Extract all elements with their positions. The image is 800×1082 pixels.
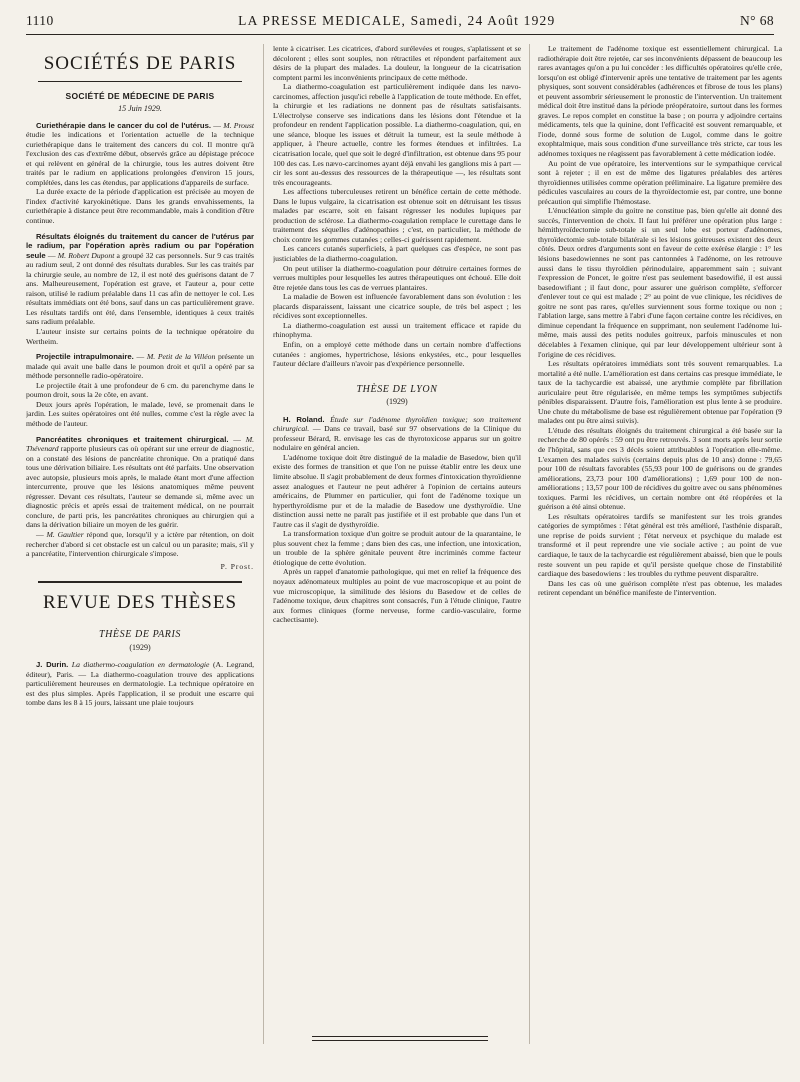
paragraph: L'auteur insiste sur certains points de la technique opératoire du Wertheim.	[26, 327, 254, 346]
review-author: J. Durin.	[36, 660, 69, 670]
article-author: M. Thévenard	[26, 434, 254, 454]
column-divider	[529, 44, 530, 1044]
article-projectile: Projectile intrapulmonaire. — M. Petit de la Villéon présente un malade qui avait une balle dans le poumon droit et qu'il a opéré par sa méthode personnelle radio-opératoire.	[26, 352, 254, 381]
end-rule	[312, 1036, 488, 1037]
paragraph: Le projectile était à une profondeur de 6 cm. du parenchyme dans le poumon droit, sous la 2e côte, en avant.	[26, 380, 254, 400]
column-divider	[263, 44, 264, 1044]
issue-number: N° 68	[739, 13, 774, 28]
section-title-societes: SOCIÉTÉS DE PARIS	[38, 44, 242, 82]
paragraph: On peut utiliser la diathermo-coagulation pour détruire certaines formes de verrues multiples pour lesquelles les autres thérapeutiques ont échoué. Elle doit être rejetée dans tous les cas de verrues plantaires.	[273, 263, 521, 292]
article-resultats-cancer: Résultats éloignés du traitement du cancer de l'utérus par le radium, par l'opération après radium ou par l'opération seule — M. Robert Dupont a groupé 32 cas personnels. Sur 9 cas traités au radium seul, 2 ont donné des résultats durables. Sur les cas traités par la chirurgie seule, au nombre de 12, il est noté des guérisons datant de 7 ans. Malheureusement, l'opération est grave, et l'auteur a, pour cette raison, utilisé le radium préalable dans 11 cas afin de nettoyer le col. Les résultats immédiats ont été bons, sauf dans un cas particulièrement grave. Les résultats tardifs ont été, dans l'ensemble, identiques à ceux traités sans radium préalable.	[26, 231, 254, 327]
these-paris-year: (1929)	[129, 642, 151, 652]
page-number: 1110	[26, 13, 54, 28]
session-date: 15 Juin 1929.	[118, 104, 162, 113]
column-1	[26, 44, 254, 1054]
review-author: H. Roland.	[283, 414, 325, 424]
article-text: étudie les indications et l'orientation actuelle de la technique curiethérapique dans le traitement des cancers du col. Il montre qu'à l'exclusion des cas d'extrême début, observés grâce au dépistage précoce et qui relèvent en général de la chirurgie, tous les autres doivent être traités par le radium en applications prolongées d'environ 15 jours, complétées, dans les cas étendus, par applications d'appareils de surface.	[26, 130, 254, 187]
these-lyon-year: (1929)	[386, 397, 408, 407]
review-roland: H. Roland. Étude sur l'adénome thyroïdien toxique; son traitement chirurgical. — Dans ce travail, basé sur 97 observations de la Clinique du professeur Bérard, R. envisage les cas de thyrotoxicose apparus sur un goitre nodulaire en général ancien.	[273, 414, 521, 453]
review-title: La diathermo-coagulation en dermatologie	[71, 660, 210, 670]
these-lyon-heading: THÈSE DE LYON	[356, 383, 438, 395]
section-title-theses: REVUE DES THÈSES	[38, 581, 242, 620]
paragraph: Les résultats opératoires tardifs se manifestent sur les trois grandes catégories de symptômes : l'état général est très amélioré, l'asthénie disparaît, une reprise de poids survient ; l'état nerveux et psychique du malade est transformé et il peut reprendre une vie sociale active ; au point de vue cardiaque, le taux de la tachycardie est régulièrement abaissé, bien que le pouls reste souvent un peu rapide et qu'il persiste quelque chose de l'instabilité cardiaque des basedowiens : les troubles du rythme peuvent disparaître.	[538, 511, 782, 579]
article-author: M. Robert Dupont	[57, 250, 115, 260]
article-author: M. Proust	[223, 120, 254, 130]
end-rule	[312, 1040, 488, 1041]
article-author: M. Gaultier	[46, 529, 84, 539]
article-curietherapie: Curiethérapie dans le cancer du col de l'utérus. — M. Proust étudie les indications et l'orientation actuelle de la technique curiethérapique dans le traitement des cancers du col. Il montre qu'à l'exclusion des cas d'extrême début, observés grâce au dépistage précoce et qui relèvent en général de la chirurgie, tous les autres doivent être traités par le radium en applications prolongées d'environ 15 jours, complétées, dans les cas étendus, par applications d'appareils de surface.	[26, 120, 254, 187]
signature: P. Prost.	[220, 561, 254, 571]
article-title: Projectile intrapulmonaire.	[36, 352, 134, 362]
paragraph: Les résultats opératoires immédiats sont très souvent remarquables. La mortalité a été nulle. L'amélioration est dans certains cas presque immédiate, le taux de la tachycardie est abaissé, une arythmie complète par fibrillation auriculaire peut être régularisée, en même temps les symptômes subjectifs pénibles disparaissent. D'autre fois, l'amélioration est plus lente à se produire. Une chute du métabolisme de base est régulièrement obtenue par l'opération (9 malades ont pu être ainsi suivis).	[538, 359, 782, 426]
paragraph: — M. Gaultier répond que, lorsqu'il y a ictère par rétention, on doit rechercher d'abord si cet obstacle est un calcul ou un parasite; mais, s'il y a pancréatite, l'intervention chirurgicale s'impose.	[26, 529, 254, 559]
article-text: a groupé 32 cas personnels. Sur 9 cas traités au radium seul, 2 ont donné des résultats durables. Sur les cas traités par la chirurgie seule, au nombre de 12, il est noté des guérisons datant de 7 ans. Malheureusement, l'opération est grave, et l'auteur a, pour cette raison, utilisé le radium préalable dans 11 cas afin de nettoyer le col. Les résultats immédiats ont été bons, sauf dans un cas particulièrement grave. Les résultats tardifs ont été, dans l'ensemble, identiques à ceux traités sans radium préalable.	[26, 250, 254, 327]
article-title: Pancréatites chroniques et traitement chirurgical.	[36, 434, 229, 444]
society-title: SOCIÉTÉ DE MÉDECINE DE PARIS	[65, 91, 215, 101]
paragraph: Au point de vue opératoire, les interventions sur le sympathique cervical sont à rejeter ; il en est de même des ligatures préalables des artères thyroïdiennes utilisées comme opération préliminaire. La ligature première des pédicules vasculaires au cours de la thyroïdectomie est, par contre, une bonne précaution qui simplifie l'hémostase.	[538, 158, 782, 206]
paragraph: Deux jours après l'opération, le malade, levé, se promenait dans le jardin. Les suites opératoires ont été nulles, comme c'est la règle avec la méthode de l'auteur.	[26, 399, 254, 428]
article-title: Curiethérapie dans le cancer du col de l'utérus.	[36, 120, 212, 130]
paragraph: La diathermo-coagulation est aussi un traitement efficace et rapide du rhinophyma.	[273, 320, 521, 340]
paragraph: lente à cicatriser. Les cicatrices, d'abord surélevées et rouges, s'aplatissent et se décolorent ; elles sont souples, non rétractiles et répondent parfaitement aux désirs de la plupart des malades. La douleur, la longueur de la cicatrisation comptent parmi les inconvénients principaux de cette méthode.	[273, 44, 521, 82]
paragraph: Après un rappel d'anatomie pathologique, qui met en relief la fréquence des noyaux adénomateux multiples au point de vue macroscopique et au point de vue microscopique, la similitude des lésions du Basedow et de celles de l'adénome toxique, deux chapitres sont consacrés, l'un à l'étude clinique, l'autre aux formes cliniques (forme nerveuse, forme cardio-vasculaire, forme cachectisante).	[273, 567, 521, 625]
paragraph: Les cancers cutanés superficiels, à part quelques cas d'espèce, ne sont pas justiciables de la diathermo-coagulation.	[273, 244, 521, 264]
these-paris-heading: THÈSE DE PARIS	[98, 629, 182, 641]
article-text: rapporte plusieurs cas où opérant sur une erreur de diagnostic, on a constaté des lésions de pancréatite chronique. On a pratiqué dans tous une dérivation biliaire. Les résultats ont été parfaits. Une observation avec autopsie, plusieurs mois après, le malade étant mort d'une affection intercurrente, prouve que les lésions anatomiques même peuvent régresser. Devant ces résultats, l'auteur se demande si, même avec un diagnostic précis et après essai de traitement médical, on ne pourrait conclure, de parti pris, les pancréatites chroniques au chirurgien qui a dans la dérivation biliaire un moyen de les guérir.	[26, 444, 254, 530]
page-header	[26, 8, 774, 35]
article-text: présente un malade qui avait une balle dans le poumon droit et qu'il a opéré par sa méthode personnelle radio-opératoire.	[26, 352, 254, 381]
paragraph: L'adénome toxique doit être distingué de la maladie de Basedow, bien qu'il existe des formes de transition et que l'on ne puisse établir entre les deux une limite absolue. Il s'agit probablement de deux formes d'intoxication thyroïdienne assez analogues et l'auteur ne peut adhérer à l'opinion de certains auteurs américains, de Plummer en particulier, qui font de l'adénome toxique un hyperthyroïdisme pur et de la maladie de Basedow une dysthyroïdie. Une distinction aussi nette ne paraît pas justifiée et il est probable que dans l'un et l'autre cas il s'agit de dysthyroïdie.	[273, 452, 521, 529]
paragraph: La durée exacte de la période d'application est précisée au moyen de l'index d'activité karyokinétique. Dans les grands envahissements, la curiethérapie à distance peut être recommandable, mais à condition d'être continue.	[26, 187, 254, 226]
paragraph: Enfin, on a employé cette méthode dans un certain nombre d'affections cutanées : angiomes, hypertrichose, lésions enkystées, etc., pour lesquelles l'auteur déclare d'ailleurs n'avoir pas d'expérience personnelle.	[273, 339, 521, 369]
paragraph: Le traitement de l'adénome toxique est essentiellement chirurgical. La radiothérapie doit être rejetée, car ses inconvénients dépassent de beaucoup les rares avantages qu'on a pu lui concéder : les difficultés opératoires qu'elle crée, lorsqu'on est obligé d'intervenir après une tentative de traitement par les agents physiques, sont souvent considérables (adhérences et fibrose de tous les plans) et peuvent assombrir sérieusement le pronostic de l'intervention. Un traitement médical doit être institué dans la période préopératoire, surtout dans les formes graves. Le repos complet en constitue la base ; on pourra y adjoindre certains médicaments, tels que la quinine, dont l'efficacité est souvent remarquable, et l'iode, donné sous forme de solution de Lugol, comme dans le goitre exophtalmique, mais sous condition d'une surveillance très stricte, car tous les adénomes toxiques ne réagissent pas favorablement à cette médication iodée.	[538, 44, 782, 159]
paragraph: L'étude des résultats éloignés du traitement chirurgical a été basée sur la recherche de 80 opérés : 59 ont pu être retrouvés. 3 sont morts après leur sortie de l'hôpital, sans que ces 3 décès soient attribuables à l'opération elle-même. L'examen des malades suivis (certains depuis plus de 10 ans) donne : 79,65 pour 100 de résultats favorables (55,93 pour 100 de guérisons ou de grandes améliorations, 23,73 pour 100 d'améliorations) ; 1,69 pour 100 de non-améliorations ; 13,57 pour 100 de récidives du goitre avec ou sans phénomènes toxiques. Parmi les récidives, un certain nombre ont été réopérées et la guérison a été ainsi obtenue.	[538, 425, 782, 512]
review-title: Étude sur l'adénome thyroïdien toxique; son traitement chirurgical.	[273, 414, 521, 434]
column-3	[538, 44, 782, 1054]
paragraph: La maladie de Bowen est influencée favorablement dans son évolution : les placards disparaissent, laissant une cicatrice souple, de très bel aspect ; les récidives sont exceptionnelles.	[273, 292, 521, 321]
article-title: Résultats éloignés du traitement du cancer de l'utérus par le radium, par l'opération après radium ou par l'opération seule	[26, 231, 254, 260]
paragraph: La transformation toxique d'un goitre se produit autour de la quarantaine, le plus souvent chez la femme ; dans bien des cas, une infection, une intoxication, un trouble de la sphère génitale peuvent être incriminés comme facteur étiologique de cette évolution.	[273, 529, 521, 567]
paragraph: L'énucléation simple du goitre ne constitue pas, bien qu'elle ait donné des succès, l'intervention de choix. Il faut lui préférer une opération plus large : hémithyroïdectomie sub-totale si un seul lobe est porteur d'adénomes, thyroïdectomie sub-totale bilatérale si les lésions goitreuses existent des deux côtés. Deux ordres d'arguments sont en faveur de cette exérèse élargie : 1° les lésions basedowiennes ne sont pas cantonnées à l'adénome, on les retrouve aussi dans le tissu thyroïdien périnodulaire, apparemment sain ; suivant l'expression de Poncet, le goitre n'est pas seulement basedowifié, il est aussi basedowifiant ; il faut donc, pour assurer une guérison complète, s'efforcer d'enlever tout ce qui est malade ; 2° au point de vue clinique, les récidives de goitre ne sont pas rares, qu'elles surviennent sous forme toxique ou non ; l'ablation large, sans mettre à l'abri d'une façon certaine contre les récidives, en diminue cependant la fréquence en supprimant, non seulement l'adénome lui-même, mais aussi des petits nodules goitreux, parfois minuscules et non décelables à l'examen clinique, qui par leur développement ultérieur sont à l'origine de ces récidives.	[538, 206, 782, 359]
column-2	[273, 44, 521, 1054]
journal-title: LA PRESSE MEDICALE, Samedi, 24 Août 1929	[238, 13, 556, 28]
paragraph: La diathermo-coagulation est particulièrement indiquée dans les nævo-carcinomes, affection jusqu'ici rebelle à l'application de toute méthode. En effet, la chirurgie et les radiations ne donnent pas de résultats satisfaisants. L'électrolyse conserve ses indications dans les lésions dont l'étendue et la profondeur en rendent l'application possible. La diathermo-coagulation, qui, en une séance, bloque les issues et détruit la tumeur, est la seule méthode à appliquer, à l'heure actuelle, contre les formes étendues et infiltrées. La cicatrisation locale, quel que soit le degré d'infiltration, est obtenue dans 95 pour 100 des cas. Les nævo-carcinomes ayant déjà envahi les ganglions mis à part — cir les sont au-dessus des ressources de la thérapeutique —, les résultats sont très encourageants.	[273, 82, 521, 187]
review-durin: J. Durin. La diathermo-coagulation en dermatologie (A. Legrand, éditeur), Paris. — La diathermo-coagulation trouve des applications particulièrement heureuses en dermatologie. La technique opératoire en est des plus simples. Après l'application, il se produit une escarre qui tombe dans les 8 à 15 jours, laissant une plaie toujours	[26, 660, 254, 708]
paragraph: Les affections tuberculeuses retirent un bénéfice certain de cette méthode. Dans le lupus vulgaire, la cicatrisation est obtenue soit en détruisant les tissus malades par escarre, soit en faisant régresser les nodules lupiques par production de sclérose. La diathermo-coagulation remplace le curettage dans le traitement des séquelles d'adénopathies ; c'est, en particulier, la méthode de choix contre les gommes cutanées ; celles-ci guérissent rapidement.	[273, 187, 521, 244]
article-author: M. Petit de la Villéon	[146, 352, 216, 362]
article-pancreatites: Pancréatites chroniques et traitement chirurgical. — M. Thévenard rapporte plusieurs cas où opérant sur une erreur de diagnostic, on a constaté des lésions de pancréatite chronique. On a pratiqué dans tous une dérivation biliaire. Les résultats ont été parfaits. Une observation avec autopsie, plusieurs mois après, le malade étant mort d'une affection intercurrente, prouve que les lésions anatomiques même peuvent régresser. Devant ces résultats, l'auteur se demande si, même avec un diagnostic précis et après essai de traitement médical, on ne pourrait conclure, de parti pris, les pancréatites chroniques au chirurgien qui a dans la dérivation biliaire un moyen de les guérir.	[26, 434, 254, 530]
paragraph: Dans les cas où une guérison complète n'est pas obtenue, les malades retirent cependant un bénéfice manifeste de l'intervention.	[538, 578, 782, 598]
